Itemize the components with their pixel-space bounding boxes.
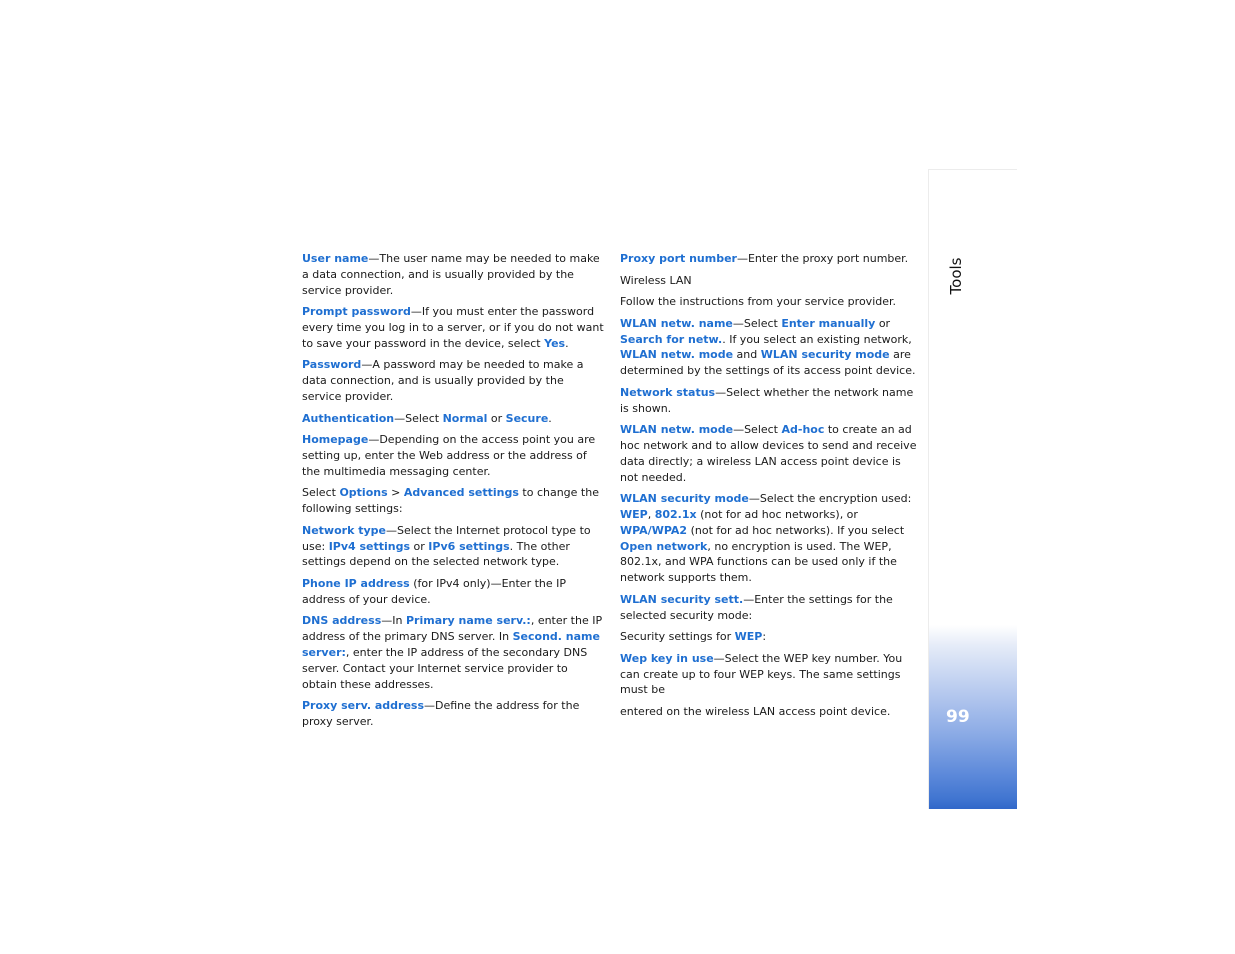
desc: —The user name may be needed to make a data connection, and is usually provided by the service provider. — [302, 252, 600, 297]
desc-pre: Select — [302, 486, 340, 500]
term-wlan-network-mode: WLAN netw. mode — [620, 423, 734, 437]
desc: —Select the WEP key number. You can create up to four WEP keys. The same settings must be — [620, 651, 903, 697]
desc: —Define the address for the proxy server. — [302, 699, 580, 728]
option-wep: WEP — [734, 630, 763, 644]
setting-dns-address — [302, 613, 604, 692]
page-number: 99 — [946, 707, 970, 727]
term-network-status: Network status — [620, 385, 716, 399]
desc: , no encryption is used. The WEP, 802.1x, and WPA functions can be used only if the network supports them. — [620, 539, 897, 585]
term-password: Password — [302, 358, 362, 372]
desc: —In — [381, 614, 406, 628]
right-column — [620, 251, 922, 725]
option-search-for-network: Search for netw. — [620, 332, 723, 346]
desc-end: , enter the IP address of the secondary DNS server. Contact your Internet service provider to obtain these addresses. — [302, 645, 588, 691]
desc: (for IPv4 only)—Enter the IP address of your device. — [302, 576, 567, 606]
desc: —Select — [733, 423, 782, 437]
term-homepage: Homepage — [302, 433, 369, 447]
desc-end: . The other settings depend on the selected network type. — [302, 539, 570, 569]
setting-wlan-network-name — [620, 316, 922, 379]
term-dns-address: DNS address — [302, 614, 382, 628]
setting-wlan-network-mode — [620, 422, 922, 485]
wireless-lan-intro: Follow the instructions from your service provider. — [620, 295, 897, 309]
advanced-settings-instruction — [302, 485, 604, 517]
security-settings-for-wep — [620, 629, 922, 645]
chapter-sidebar — [928, 169, 1017, 809]
desc: —Select the encryption used: — [748, 492, 912, 506]
term-wep-key-in-use: Wep key in use — [620, 651, 714, 665]
desc-end: . — [548, 411, 552, 425]
desc: to create an ad hoc network and to allow devices to send and receive data directly; a wireless LAN access point device is not needed. — [620, 423, 917, 484]
option-yes: Yes — [544, 336, 566, 350]
option-wpa-wpa2: WPA/WPA2 — [620, 523, 688, 537]
desc-end: : — [762, 630, 767, 644]
setting-prompt-password — [302, 304, 604, 351]
desc: —Select — [394, 411, 443, 425]
setting-user-name — [302, 251, 604, 298]
option-wep: WEP — [620, 507, 648, 521]
option-options: Options — [339, 486, 388, 500]
desc: —Select the Internet protocol type to use: — [302, 523, 591, 553]
wep-key-continuation: entered on the wireless LAN access point device. — [620, 704, 891, 718]
desc-mid: or — [487, 411, 506, 425]
term-proxy-server-address: Proxy serv. address — [302, 699, 425, 713]
option-open-network: Open network — [620, 539, 708, 553]
desc: —Select whether the network name is shown. — [620, 385, 914, 415]
desc-mid: or — [410, 539, 429, 553]
option-ad-hoc: Ad-hoc — [781, 423, 825, 437]
option-ipv4-settings: IPv4 settings — [328, 539, 411, 553]
term-wlan-network-name: WLAN netw. name — [620, 316, 733, 330]
option-second-name-server: Second. name server: — [302, 630, 600, 659]
setting-wlan-security-settings — [620, 592, 922, 624]
desc: —If you must enter the password every time you log in to a server, or if you do not want to save your password in the device, select — [302, 305, 604, 350]
desc-end: to change the following settings: — [302, 486, 599, 516]
desc-mid: , enter the IP address of the primary DNS server. In — [302, 614, 603, 644]
term-network-type: Network type — [302, 523, 386, 537]
option-8021x: 802.1x — [654, 507, 697, 521]
setting-wep-key-in-use — [620, 651, 922, 698]
option-primary-name-server: Primary name serv.: — [405, 614, 531, 628]
option-ipv6-settings: IPv6 settings — [428, 539, 510, 553]
term-user-name: User name — [302, 252, 369, 265]
desc: (not for ad hoc networks), or — [696, 507, 858, 521]
desc: —Enter the settings for the selected security mode: — [620, 592, 893, 622]
desc: , — [647, 507, 655, 521]
setting-proxy-server-address — [302, 698, 604, 730]
desc: . If you select an existing network, — [722, 332, 912, 346]
option-wlan-security-mode: WLAN security mode — [760, 348, 890, 362]
desc: —Select — [732, 316, 782, 330]
desc-mid: > — [387, 486, 404, 500]
option-wlan-network-mode: WLAN netw. mode — [620, 348, 734, 362]
setting-wlan-security-mode — [620, 491, 922, 586]
term-proxy-port-number: Proxy port number — [620, 252, 737, 265]
setting-authentication — [302, 411, 604, 427]
desc: —Enter the proxy port number. — [736, 252, 909, 265]
term-wlan-security-mode: WLAN security mode — [620, 492, 749, 506]
term-authentication: Authentication — [302, 411, 395, 425]
desc: and — [733, 348, 761, 362]
desc: —A password may be needed to make a data connection, and is usually provided by the service provider. — [302, 358, 584, 403]
desc-end: . — [565, 336, 569, 350]
setting-homepage — [302, 432, 604, 479]
chapter-title-text: Tools — [947, 257, 965, 295]
term-prompt-password: Prompt password — [302, 305, 411, 319]
setting-password — [302, 357, 604, 404]
setting-network-type — [302, 523, 604, 570]
left-column — [302, 251, 604, 735]
setting-phone-ip-address — [302, 576, 604, 608]
setting-proxy-port-number — [620, 251, 922, 267]
desc-pre: Security settings for — [620, 630, 735, 644]
option-enter-manually: Enter manually — [781, 316, 876, 330]
subheading-wireless-lan: Wireless LAN — [620, 273, 692, 287]
desc: —Depending on the access point you are setting up, enter the Web address or the address of the multimedia messaging center. — [302, 433, 596, 478]
setting-network-status — [620, 385, 922, 417]
desc: (not for ad hoc networks). If you select — [687, 523, 905, 537]
desc: are determined by the settings of its access point device. — [620, 348, 916, 378]
desc: or — [875, 316, 891, 330]
term-phone-ip-address: Phone IP address — [302, 576, 410, 590]
chapter-title — [945, 258, 967, 294]
term-wlan-security-settings: WLAN security sett. — [620, 592, 744, 606]
option-secure: Secure — [505, 411, 549, 425]
option-normal: Normal — [442, 411, 488, 425]
option-advanced-settings: Advanced settings — [403, 486, 519, 500]
